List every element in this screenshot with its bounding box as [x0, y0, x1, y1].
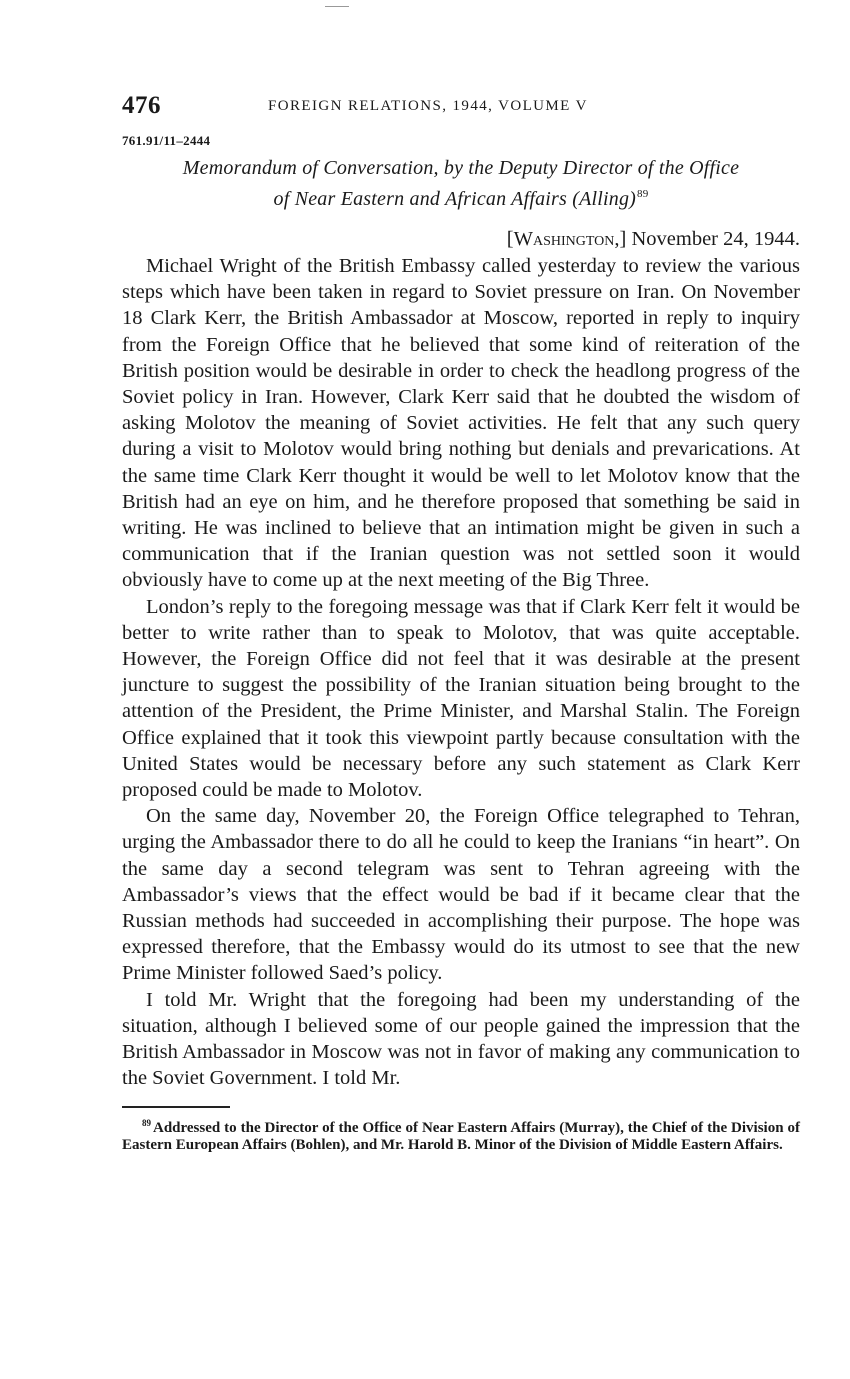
running-title: FOREIGN RELATIONS, 1944, VOLUME V [268, 98, 588, 114]
page-top-mark [325, 6, 349, 7]
footnote-number: 89 [142, 1117, 151, 1128]
document-file-number: 761.91/11–2444 [122, 133, 211, 148]
memo-title-line-2 [122, 181, 800, 212]
memo-title-line-2-text: of Near Eastern and African Affairs (Alling) [273, 188, 637, 210]
footnote [122, 1115, 800, 1154]
dateline-place: [Washington,] [506, 228, 627, 250]
document-page [122, 92, 800, 1154]
running-head [122, 92, 800, 122]
dateline-date: November 24, 1944. [631, 228, 800, 250]
paragraph-2: London’s reply to the foregoing message was that if Clark Kerr felt it would be better to write rather than to speak to Molotov, that was quite acceptable. However, the Foreign Office did not feel that it was desirable at the present juncture to suggest the possibility of the Iranian situation being brought to the attention of the President, the Prime Minister, and Marshal Stalin. The Foreign Office explained that it took this viewpoint partly because consultation with the United States would be necessary before any such statement as Clark Kerr proposed could be made to Molotov. [122, 595, 800, 802]
footnote-divider [122, 1106, 230, 1108]
memo-title-line-1: Memorandum of Conversation, by the Deputy Director of the Office [182, 157, 740, 179]
memo-body [122, 253, 800, 1092]
page-number: 476 [122, 92, 161, 119]
dateline [122, 226, 800, 252]
footnote-text: Addressed to the Director of the Office of Near Eastern Affairs (Murray), the Chief of the Division of Eastern European Affairs (Bohlen), and Mr. Harold B. Minor of the Division of Middle Eastern Affairs. [122, 1119, 800, 1153]
paragraph-1: Michael Wright of the British Embassy called yesterday to review the various steps which have been taken in regard to Soviet pressure on Iran. On November 18 Clark Kerr, the British Ambassador at Moscow, reported in reply to inquiry from the Foreign Office that he believed that some kind of reiteration of the British position would be desirable in order to check the headlong progress of the Soviet policy in Iran. However, Clark Kerr said that he doubted the wisdom of asking Molotov the meaning of Soviet activities. He felt that any such query during a visit to Molotov would bring nothing but denials and prevarications. At the same time Clark Kerr thought it would be well to let Molotov know that the British had an eye on him, and he therefore proposed that something be said in writing. He was inclined to believe that an intimation might be given in such a communication that if the Iranian question was not settled soon it would obviously have to come up at the next meeting of the Big Three. [122, 255, 800, 592]
memo-title [122, 155, 800, 212]
paragraph-4: I told Mr. Wright that the foregoing had been my understanding of the situation, although I believed some of our people gained the impression that the British Ambassador in Moscow was not in favor of making any communication to the Soviet Government. I told Mr. [122, 988, 800, 1090]
footnote-reference: 89 [637, 188, 649, 200]
paragraph-3: On the same day, November 20, the Foreign Office telegraphed to Tehran, urging the Ambassador there to do all he could to keep the Iranians “in heart”. On the same day a second telegram was sent to Tehran agreeing with the Ambassador’s views that the effect would be bad if it became clear that the Russian methods had succeeded in accomplishing their purpose. The hope was expressed therefore, that the Embassy would do its utmost to see that the new Prime Minister followed Saed’s policy. [122, 805, 800, 985]
